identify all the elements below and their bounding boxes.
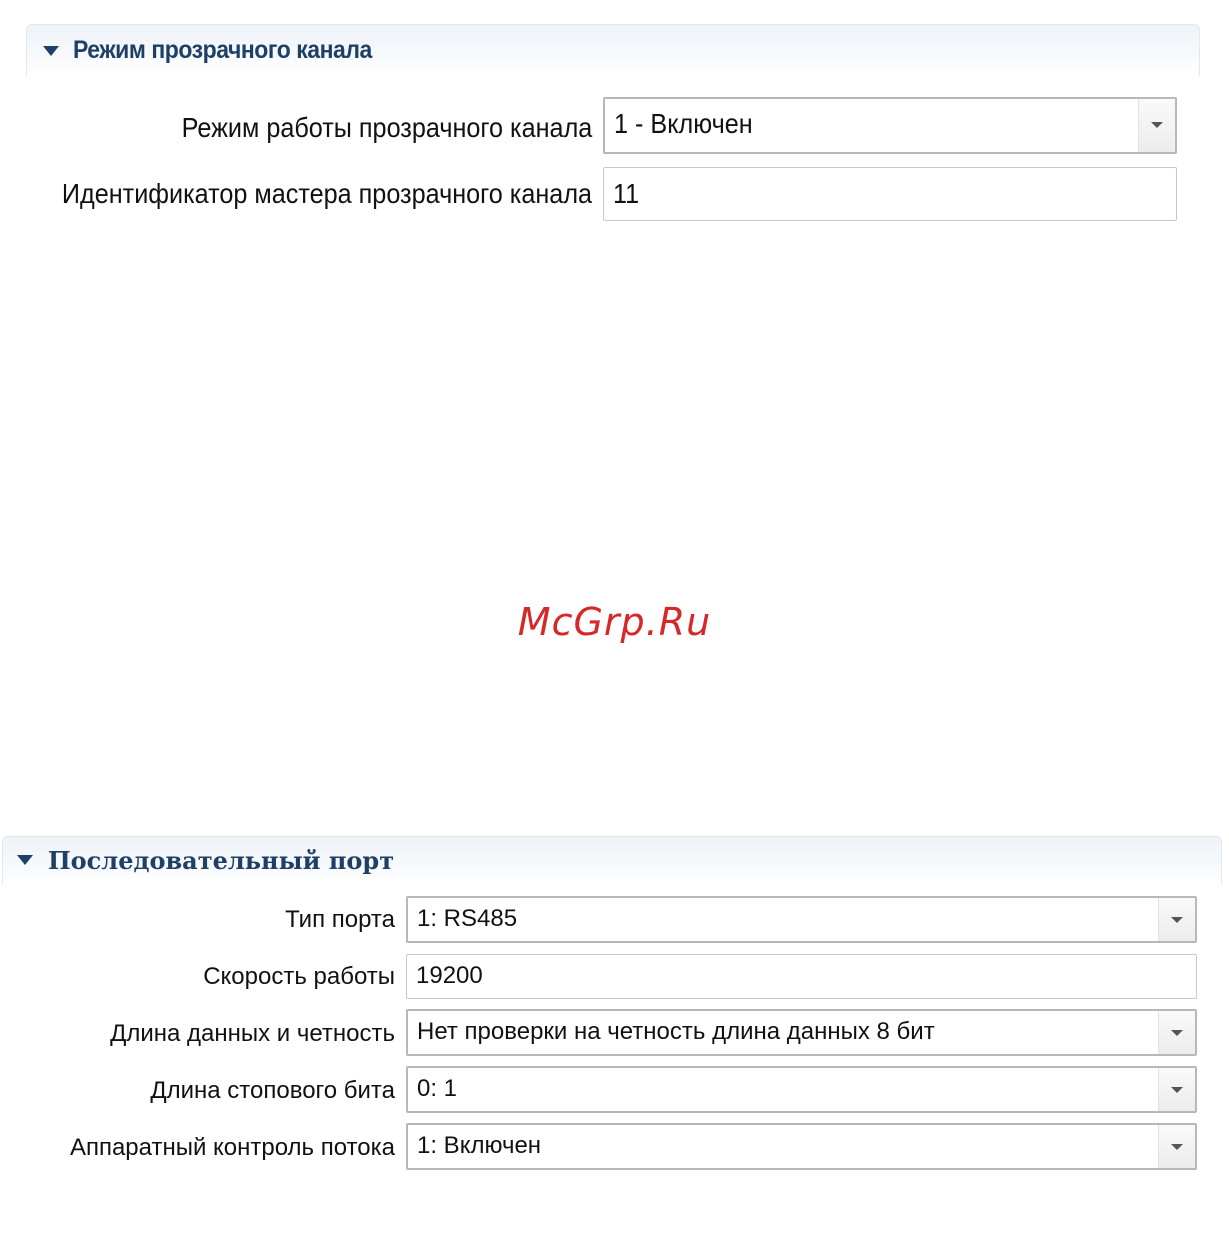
- dropdown-button[interactable]: [1158, 1068, 1195, 1111]
- select-value: Нет проверки на четность длина данных 8 бит: [417, 1018, 935, 1045]
- stop-bits-label: Длина стопового бита: [150, 1077, 395, 1104]
- chevron-down-icon: [1171, 1030, 1183, 1036]
- chevron-down-icon: [1151, 122, 1163, 128]
- data-parity-label: Длина данных и четность: [110, 1020, 395, 1047]
- dropdown-button[interactable]: [1158, 898, 1195, 941]
- input-value: 11: [613, 178, 640, 209]
- port-type-select[interactable]: [406, 896, 1197, 943]
- collapse-triangle-icon[interactable]: [43, 46, 59, 56]
- data-parity-select[interactable]: [406, 1009, 1197, 1056]
- section-title: Последовательный порт: [48, 846, 395, 875]
- chevron-down-icon: [1171, 1144, 1183, 1150]
- speed-label: Скорость работы: [203, 963, 395, 990]
- section-header-serial-port[interactable]: [2, 836, 1222, 884]
- select-value: 1 - Включен: [614, 108, 753, 139]
- master-id-input[interactable]: [603, 167, 1177, 221]
- dropdown-button[interactable]: [1138, 99, 1175, 152]
- watermark-text: McGrp.Ru: [517, 600, 712, 644]
- select-value: 0: 1: [417, 1075, 458, 1102]
- input-value: 19200: [416, 962, 483, 989]
- transparent-mode-select[interactable]: [603, 97, 1177, 154]
- master-id-label: Идентификатор мастера прозрачного канала: [61, 178, 592, 209]
- chevron-down-icon: [1171, 917, 1183, 923]
- dropdown-button[interactable]: [1158, 1125, 1195, 1168]
- transparent-mode-label: Режим работы прозрачного канала: [181, 112, 592, 143]
- chevron-down-icon: [1171, 1087, 1183, 1093]
- section-title: Режим прозрачного канала: [73, 36, 372, 64]
- collapse-triangle-icon[interactable]: [17, 855, 33, 865]
- dropdown-button[interactable]: [1158, 1011, 1195, 1054]
- stop-bits-select[interactable]: [406, 1066, 1197, 1113]
- flow-control-select[interactable]: [406, 1123, 1197, 1170]
- port-type-label: Тип порта: [285, 906, 395, 933]
- select-value: 1: RS485: [417, 905, 518, 932]
- select-value: 1: Включен: [417, 1132, 542, 1159]
- section-header-transparent-channel[interactable]: [26, 24, 1200, 76]
- speed-input[interactable]: [406, 954, 1197, 999]
- flow-control-label: Аппаратный контроль потока: [69, 1134, 395, 1161]
